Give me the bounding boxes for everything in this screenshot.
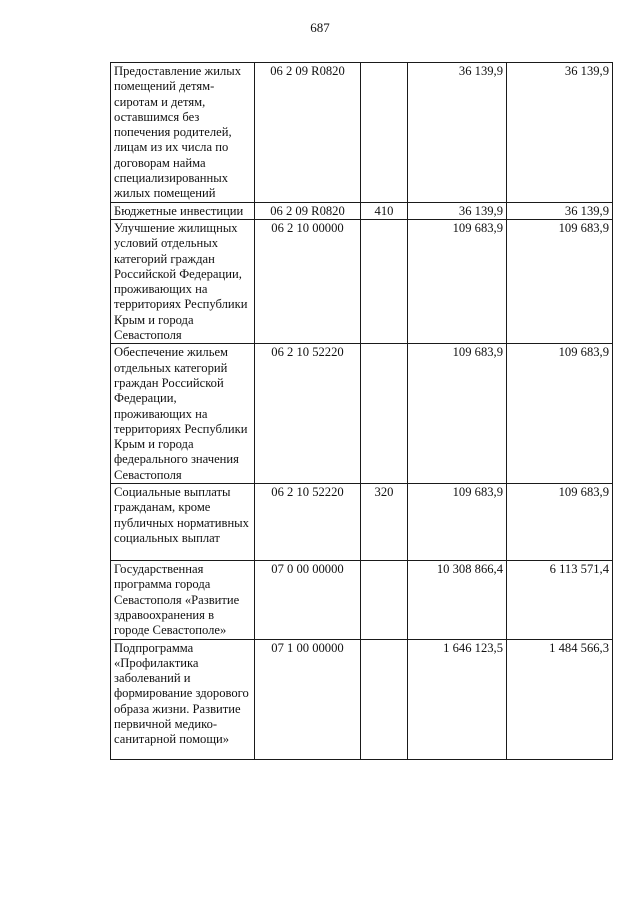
- row-name-cell: Подпрограмма «Профилактика заболеваний и формирование здорового образа жизни. Развитие первичной медико-санитарной помощи»: [111, 639, 255, 759]
- row-code-cell: 07 0 00 00000: [255, 561, 361, 639]
- row-name-cell: Социальные выплаты гражданам, кроме публичных нормативных социальных выплат: [111, 484, 255, 561]
- row-type-cell: [361, 561, 408, 639]
- row-name-cell: Бюджетные инвестиции: [111, 202, 255, 219]
- row-code-cell: 07 1 00 00000: [255, 639, 361, 759]
- row-type-cell: [361, 63, 408, 203]
- row-type-cell: 410: [361, 202, 408, 219]
- row-type-cell: [361, 219, 408, 343]
- row-type-cell: [361, 344, 408, 484]
- row-value-1-cell: 36 139,9: [408, 63, 507, 203]
- page-number: 687: [310, 20, 330, 35]
- row-value-1-cell: 1 646 123,5: [408, 639, 507, 759]
- row-value-1-cell: 36 139,9: [408, 202, 507, 219]
- row-value-2-cell: 109 683,9: [507, 484, 613, 561]
- row-value-2-cell: 109 683,9: [507, 344, 613, 484]
- table-row: [111, 639, 613, 759]
- table-row: [111, 63, 613, 203]
- row-value-1-cell: 109 683,9: [408, 344, 507, 484]
- row-name-cell: Обеспечение жильем отдельных категорий граждан Российской Федерации, проживающих на территориях Республики Крым и города федерального значения Севастополя: [111, 344, 255, 484]
- row-value-1-cell: 109 683,9: [408, 219, 507, 343]
- row-value-2-cell: 36 139,9: [507, 63, 613, 203]
- row-code-cell: 06 2 10 52220: [255, 484, 361, 561]
- row-code-cell: 06 2 09 R0820: [255, 63, 361, 203]
- row-value-1-cell: 109 683,9: [408, 484, 507, 561]
- row-name-cell: Предоставление жилых помещений детям-сиротам и детям, оставшимся без попечения родителей, лицам из их числа по договорам найма специализированных жилых помещений: [111, 63, 255, 203]
- table-row: [111, 484, 613, 561]
- row-code-cell: 06 2 09 R0820: [255, 202, 361, 219]
- row-value-2-cell: 1 484 566,3: [507, 639, 613, 759]
- budget-table: [110, 62, 613, 760]
- row-type-cell: 320: [361, 484, 408, 561]
- row-type-cell: [361, 639, 408, 759]
- row-value-1-cell: 10 308 866,4: [408, 561, 507, 639]
- row-code-cell: 06 2 10 52220: [255, 344, 361, 484]
- row-code-cell: 06 2 10 00000: [255, 219, 361, 343]
- row-value-2-cell: 6 113 571,4: [507, 561, 613, 639]
- row-name-cell: Государственная программа города Севастополя «Развитие здравоохранения в городе Севастополе»: [111, 561, 255, 639]
- table-row: [111, 561, 613, 639]
- row-name-cell: Улучшение жилищных условий отдельных категорий граждан Российской Федерации, проживающих на территориях Республики Крым и города Севастополя: [111, 219, 255, 343]
- row-value-2-cell: 109 683,9: [507, 219, 613, 343]
- table-row: [111, 344, 613, 484]
- table-row: [111, 202, 613, 219]
- table-row: [111, 219, 613, 343]
- row-value-2-cell: 36 139,9: [507, 202, 613, 219]
